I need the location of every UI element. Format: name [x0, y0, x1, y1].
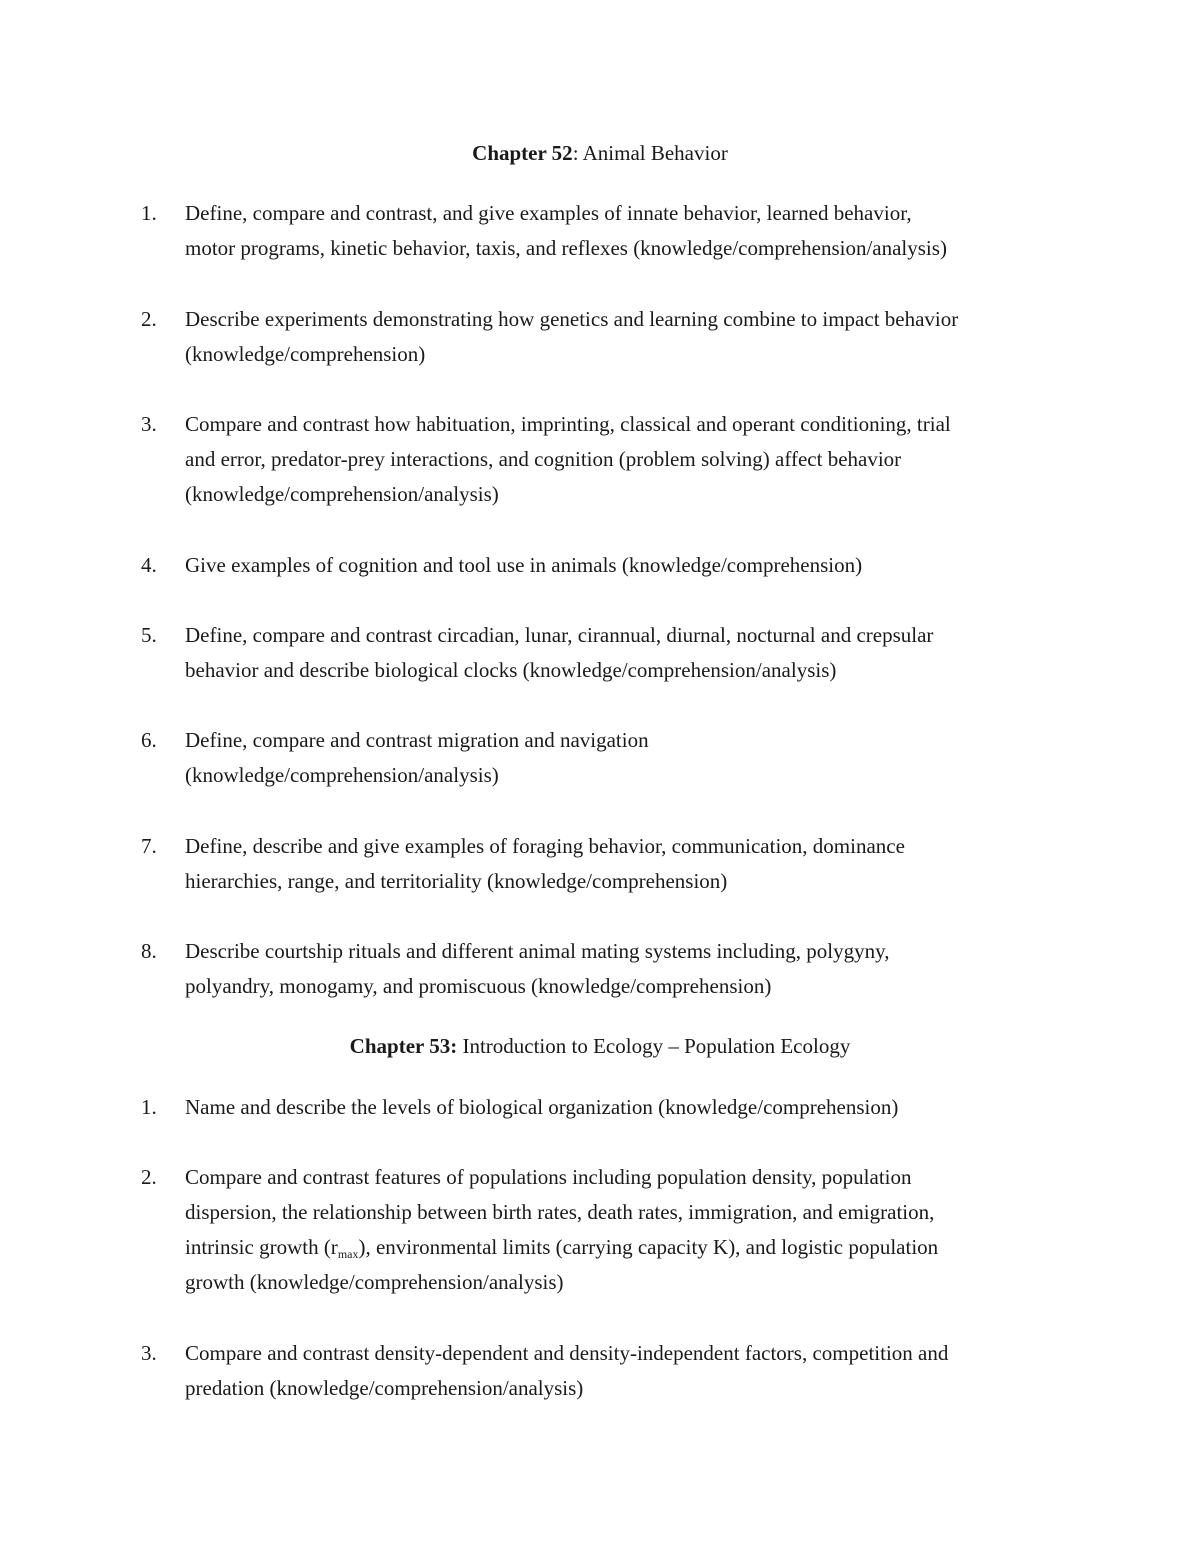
item-line: [185, 1230, 1065, 1265]
item-line: Describe experiments demonstrating how genetics and learning combine to impact behavior: [185, 307, 959, 331]
r-max-subscript: max: [337, 1247, 359, 1261]
item-line: (knowledge/comprehension/analysis): [185, 763, 499, 787]
chapter-52-label: Chapter 52: [472, 141, 573, 165]
item-line: motor programs, kinetic behavior, taxis, and reflexes (knowledge/comprehension/analysis): [185, 236, 947, 260]
item-number: 2.: [141, 1165, 157, 1189]
item-line: Describe courtship rituals and different animal mating systems including, polygyny,: [185, 939, 890, 963]
item-line: (knowledge/comprehension): [185, 342, 426, 366]
item-line: Define, compare and contrast, and give examples of innate behavior, learned behavior,: [185, 201, 912, 225]
item-text: [185, 302, 1065, 372]
item-number: 5.: [141, 623, 157, 647]
item-line: Compare and contrast density-dependent and density-independent factors, competition and: [185, 1341, 949, 1365]
item-text: [185, 1336, 1065, 1406]
item-number: 3.: [141, 1341, 157, 1365]
item-number: 6.: [141, 728, 157, 752]
item-line: hierarchies, range, and territoriality (knowledge/comprehension): [185, 869, 728, 893]
item-text: [185, 934, 1065, 1004]
item-number: 1.: [141, 1095, 157, 1119]
item-text: [185, 618, 1065, 688]
item-line: behavior and describe biological clocks (knowledge/comprehension/analysis): [185, 658, 837, 682]
item-text: [185, 196, 1065, 266]
chapter-53-heading: [0, 1032, 1200, 1060]
item-line: Define, compare and contrast circadian, lunar, cirannual, diurnal, nocturnal and crepsular: [185, 623, 934, 647]
item-line: Compare and contrast features of populations including population density, population: [185, 1165, 912, 1189]
item-text: [185, 548, 1065, 583]
item-number: 1.: [141, 201, 157, 225]
item-line-part: ), environmental limits (carrying capacity K), and logistic population: [358, 1235, 939, 1259]
item-number: 7.: [141, 834, 157, 858]
item-text: [185, 723, 1065, 793]
chapter-52-heading: [0, 139, 1200, 167]
item-text: [185, 1160, 1065, 1300]
item-line: growth (knowledge/comprehension/analysis): [185, 1270, 564, 1294]
item-line: Define, compare and contrast migration and navigation: [185, 728, 649, 752]
item-line: Give examples of cognition and tool use in animals (knowledge/comprehension): [185, 553, 863, 577]
item-line: Define, describe and give examples of foraging behavior, communication, dominance: [185, 834, 905, 858]
item-number: 2.: [141, 307, 157, 331]
item-line: polyandry, monogamy, and promiscuous (knowledge/comprehension): [185, 974, 772, 998]
item-number: 4.: [141, 553, 157, 577]
item-line: (knowledge/comprehension/analysis): [185, 482, 499, 506]
item-line: predation (knowledge/comprehension/analysis): [185, 1376, 584, 1400]
chapter-52-title: : Animal Behavior: [572, 141, 728, 165]
item-line: Compare and contrast how habituation, imprinting, classical and operant conditioning, trial: [185, 412, 951, 436]
chapter-53-title: Introduction to Ecology – Population Ecology: [457, 1034, 851, 1058]
item-number: 8.: [141, 939, 157, 963]
item-text: [185, 829, 1065, 899]
item-line: Name and describe the levels of biological organization (knowledge/comprehension): [185, 1095, 899, 1119]
item-number: 3.: [141, 412, 157, 436]
item-line-part: intrinsic growth (r: [185, 1235, 338, 1259]
item-text: [185, 1090, 1065, 1125]
chapter-53-label: Chapter 53:: [349, 1034, 458, 1058]
item-text: [185, 407, 1065, 512]
item-line: dispersion, the relationship between birth rates, death rates, immigration, and emigration,: [185, 1200, 935, 1224]
item-line: and error, predator-prey interactions, and cognition (problem solving) affect behavior: [185, 447, 902, 471]
